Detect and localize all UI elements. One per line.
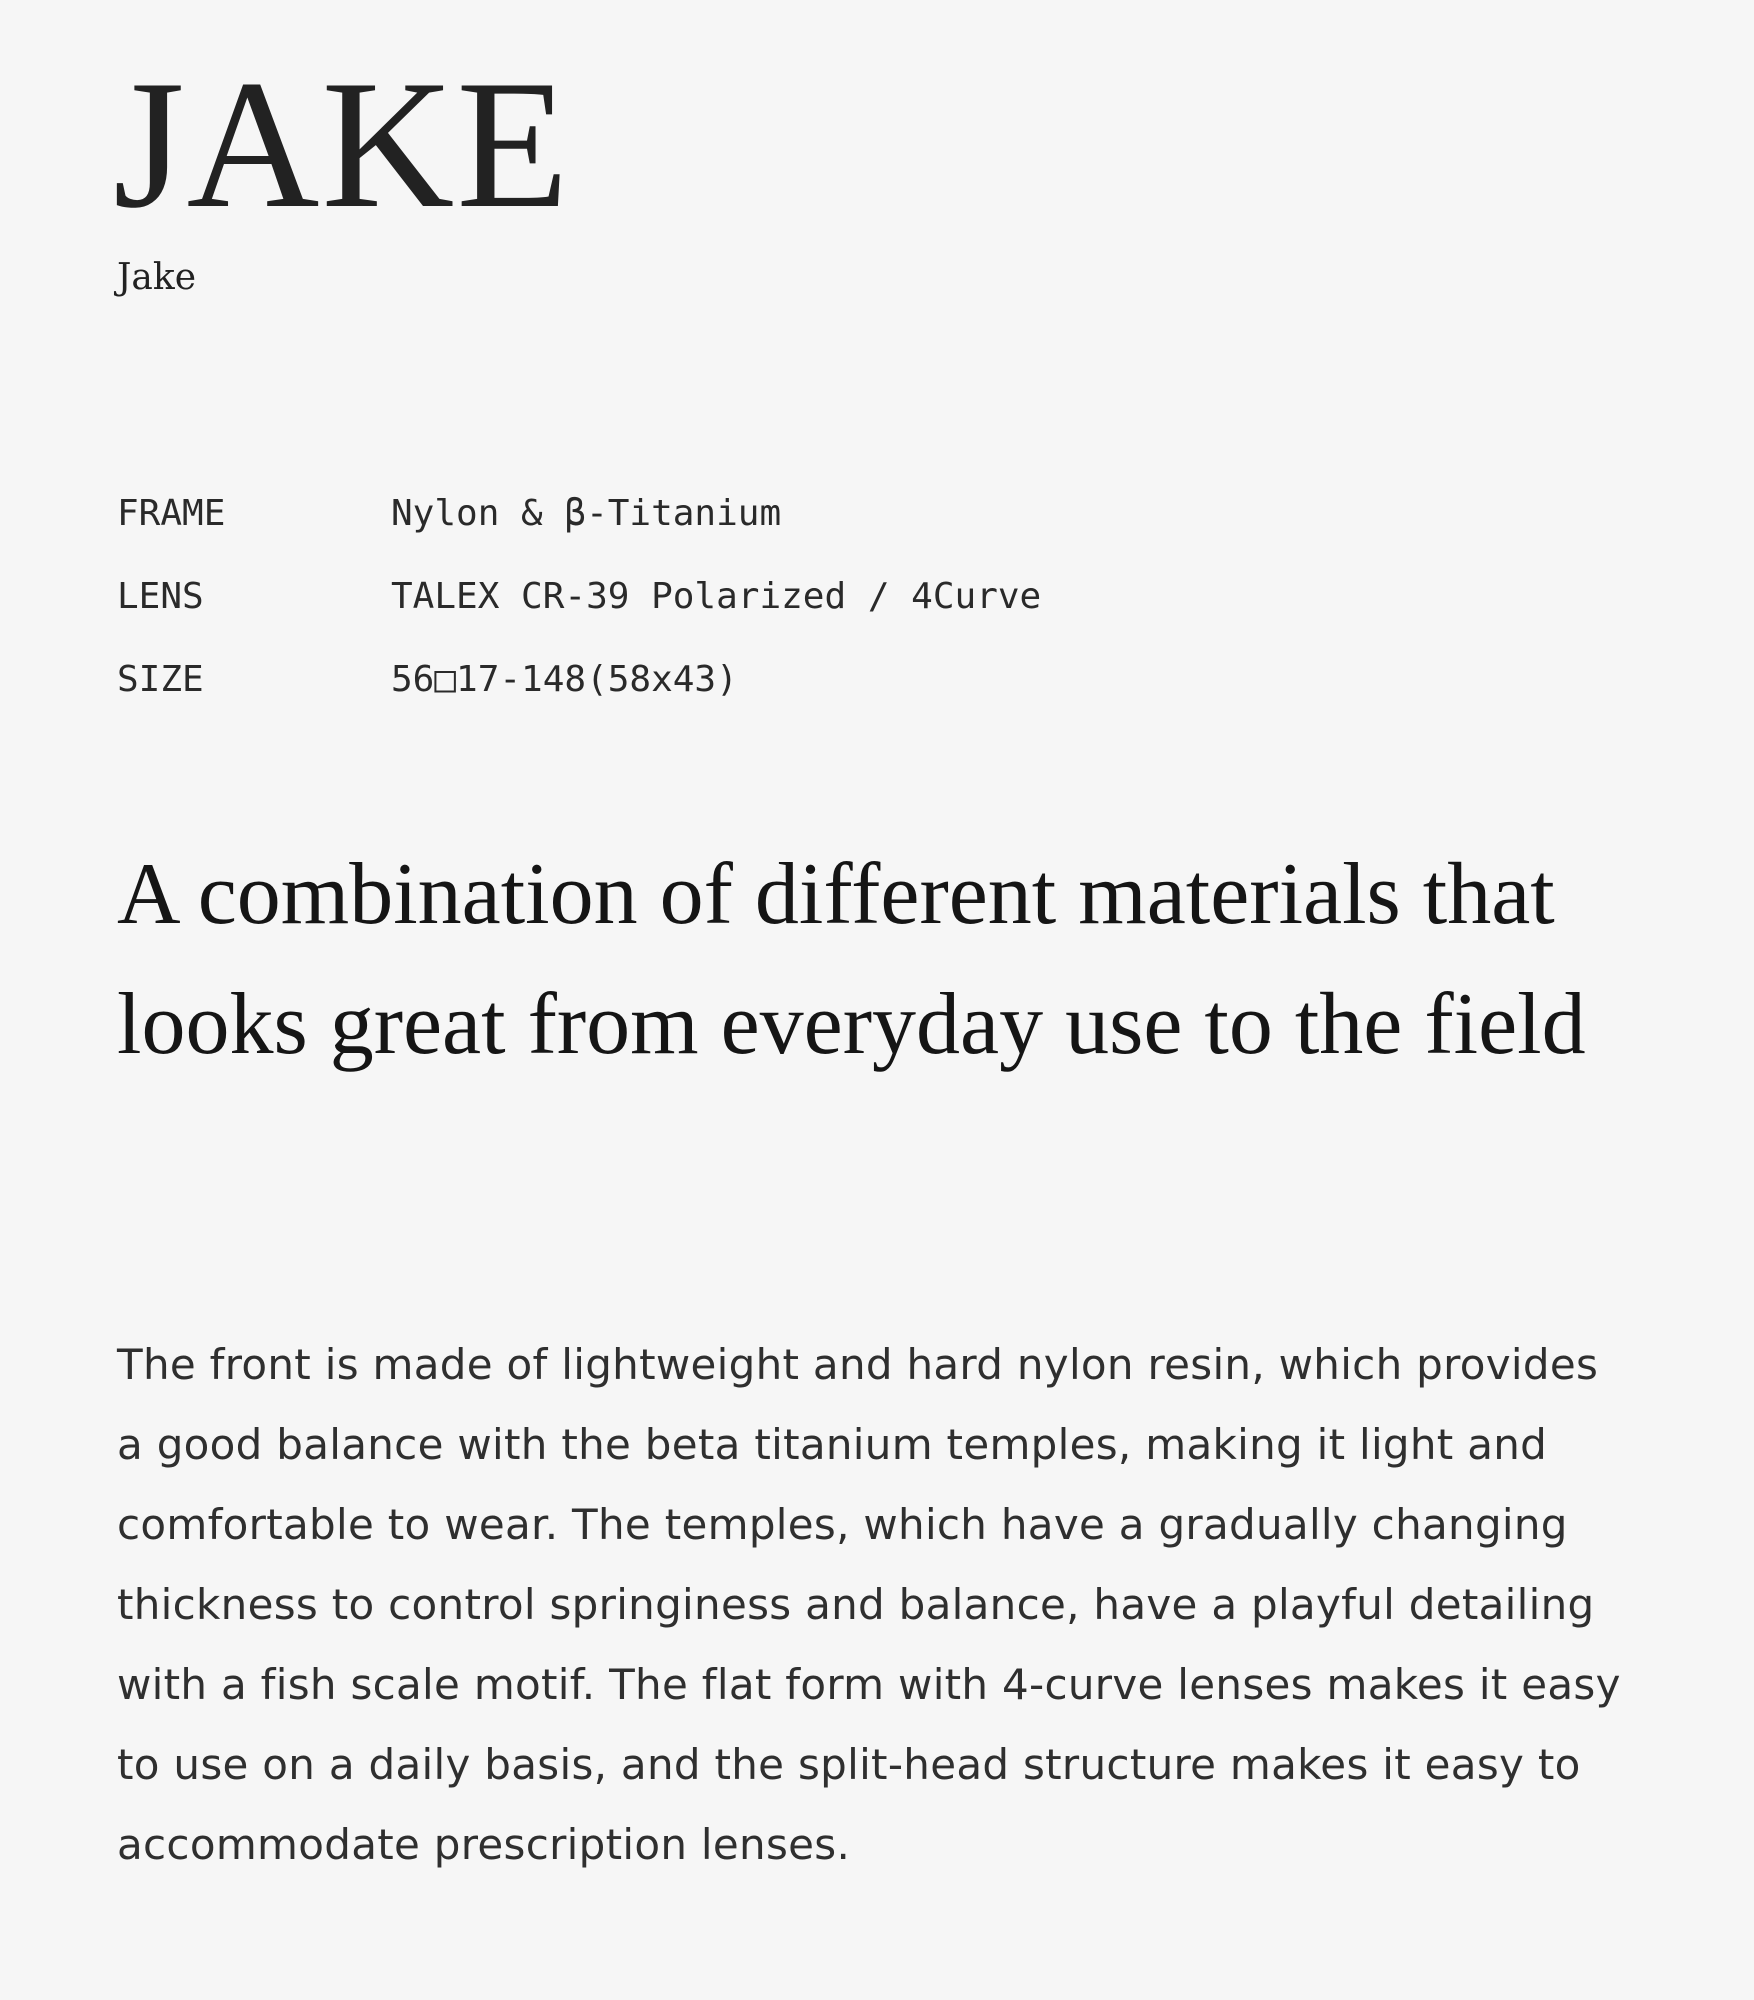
spec-value: TALEX CR-39 Polarized / 4Curve (391, 576, 1042, 617)
spec-row-frame (117, 488, 1317, 571)
spec-value: 56□17-148(58x43) (391, 659, 738, 700)
spec-row-size (117, 654, 1317, 737)
product-subtitle: Jake (117, 257, 197, 298)
spec-label: FRAME (117, 493, 226, 534)
product-headline: A combination of different materials that looks great from everyday use to the field (117, 846, 1586, 1073)
spec-table (117, 488, 1317, 737)
spec-label: LENS (117, 576, 204, 617)
spec-label: SIZE (117, 659, 204, 700)
product-title: JAKE (113, 42, 571, 246)
spec-row-lens (117, 571, 1317, 654)
spec-value: Nylon & β-Titanium (391, 493, 782, 534)
product-description: The front is made of lightweight and hard nylon resin, which provides a good balance with the beta titanium temples, making it light and comfortable to wear. The temples, which have a gradually changing thickness to control springiness and balance, have a playful detailing with a fish scale motif. The flat form with 4-curve lenses makes it easy to use on a daily basis, and the split-head structure makes it easy to accommodate prescription lenses. (117, 1340, 1621, 1869)
